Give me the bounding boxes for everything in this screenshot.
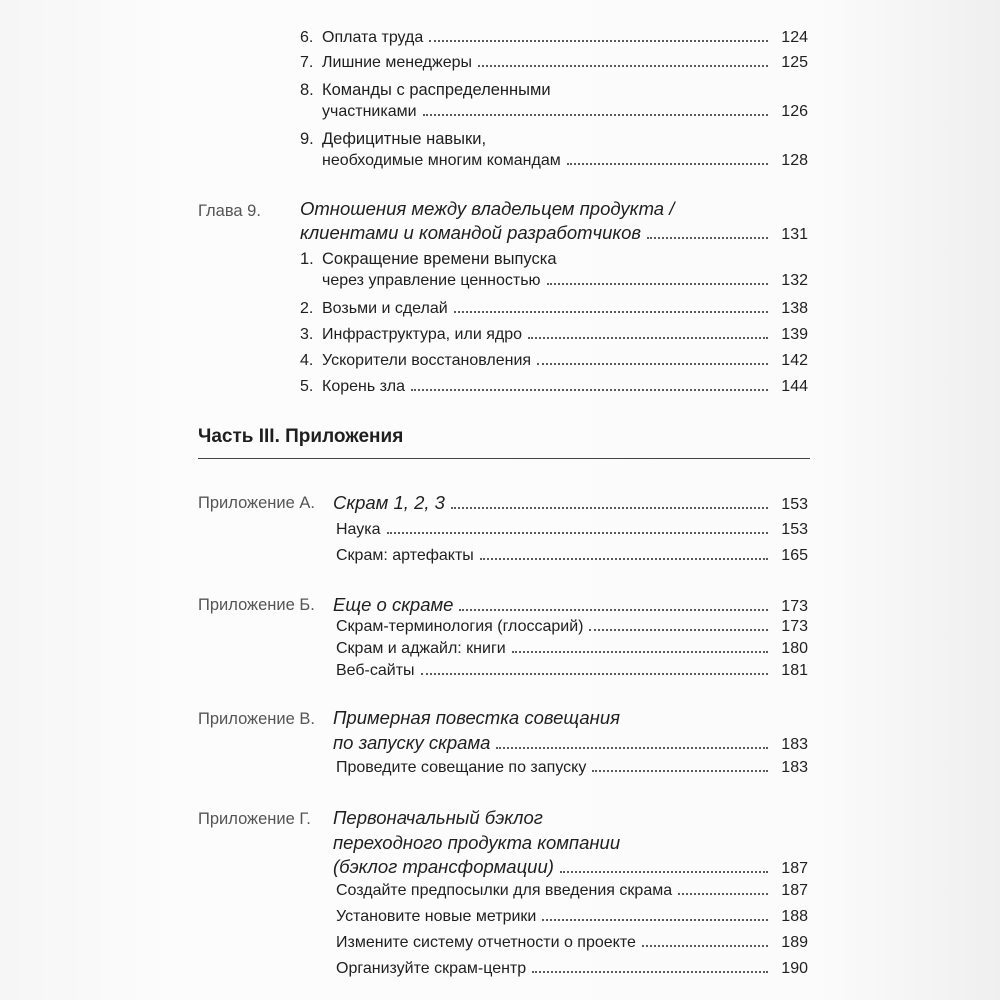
entry-title: Скрам-терминология (глоссарий) <box>336 618 584 635</box>
entry-title: Скрам: артефакты <box>336 547 474 564</box>
page-number: 187 <box>781 860 808 877</box>
appendix-label: Приложение Г. <box>198 810 311 828</box>
page-number: 187 <box>781 882 808 899</box>
entry-title: Проведите совещание по запуску <box>336 759 587 776</box>
toc-entry[interactable] <box>300 54 808 72</box>
leader-dots <box>429 39 768 42</box>
page-number: 190 <box>781 960 808 977</box>
leader-dots <box>478 64 768 67</box>
page-number: 131 <box>781 226 808 243</box>
toc-entry[interactable] <box>336 882 808 900</box>
page-number: 183 <box>781 759 808 776</box>
leader-dots <box>537 362 768 365</box>
page-number: 142 <box>781 352 808 369</box>
toc-entry[interactable] <box>336 908 808 926</box>
leader-dots <box>592 769 768 772</box>
appendix-entry[interactable] <box>333 594 808 616</box>
entry-title: Установите новые метрики <box>336 908 537 925</box>
chapter-entry[interactable] <box>300 222 808 244</box>
leader-dots <box>512 650 768 653</box>
toc-entry[interactable] <box>300 326 808 344</box>
toc-entry[interactable] <box>300 352 808 370</box>
page-number: 188 <box>781 908 808 925</box>
part-title: Часть III. Приложения <box>198 426 404 447</box>
page-number: 144 <box>781 378 808 395</box>
entry-title: Оплата труда <box>322 29 424 46</box>
entry-title-line1: Дефицитные навыки, <box>322 130 487 148</box>
page-number: 153 <box>781 496 808 513</box>
toc-entry[interactable] <box>336 521 808 539</box>
leader-dots <box>567 162 768 165</box>
page-number: 128 <box>781 152 808 169</box>
entry-title: Наука <box>336 521 381 538</box>
toc-entry[interactable] <box>322 272 808 290</box>
chapter-title-line1: Отношения между владельцем продукта / <box>300 198 675 219</box>
appendix-title-line3: (бэклог трансформации) <box>333 856 554 877</box>
part-divider <box>198 458 810 459</box>
entry-title-line1: Сокращение времени выпуска <box>322 250 557 268</box>
page-number: 189 <box>781 934 808 951</box>
leader-dots <box>411 388 768 391</box>
toc-entry[interactable] <box>336 759 808 777</box>
entry-number: 6. <box>300 29 314 46</box>
appendix-entry[interactable] <box>333 856 808 878</box>
page-number: 180 <box>781 640 808 657</box>
entry-title: Измените систему отчетности о проекте <box>336 934 636 951</box>
page-number: 181 <box>781 662 808 679</box>
leader-dots <box>642 944 768 947</box>
entry-title: Лишние менеджеры <box>322 54 473 71</box>
leader-dots <box>528 336 768 339</box>
leader-dots <box>547 282 768 285</box>
appendix-title: Скрам 1, 2, 3 <box>333 492 445 513</box>
chapter-title-line2: клиентами и командой разработчиков <box>300 222 642 243</box>
toc-entry[interactable] <box>300 29 808 47</box>
leader-dots <box>542 918 768 921</box>
leader-dots <box>387 531 768 534</box>
toc-entry-line1 <box>300 249 557 269</box>
page-number: 132 <box>781 272 808 289</box>
appendix-entry[interactable] <box>333 492 808 514</box>
entry-number: 5. <box>300 378 314 395</box>
toc-entry[interactable] <box>336 960 808 978</box>
toc-entry[interactable] <box>336 934 808 952</box>
page-number: 183 <box>781 736 808 753</box>
toc-entry[interactable] <box>336 640 808 658</box>
page-number: 125 <box>781 54 808 71</box>
entry-number: 4. <box>300 352 314 369</box>
page-number: 165 <box>781 547 808 564</box>
toc-entry[interactable] <box>300 300 808 318</box>
entry-title: Организуйте скрам-центр <box>336 960 527 977</box>
entry-title: Возьми и сделай <box>322 300 448 317</box>
entry-title-line1: Команды с распределенными <box>322 81 551 99</box>
leader-dots <box>423 113 768 116</box>
page-number: 173 <box>781 618 808 635</box>
leader-dots <box>480 557 768 560</box>
page-number: 173 <box>781 598 808 615</box>
leader-dots <box>421 672 768 675</box>
toc-entry-line1 <box>300 129 486 149</box>
entry-number: 3. <box>300 326 314 343</box>
leader-dots <box>451 506 768 509</box>
appendix-entry[interactable] <box>333 732 808 754</box>
entry-title: Веб-сайты <box>336 662 415 679</box>
leader-dots <box>647 236 768 239</box>
entry-number: 7. <box>300 54 314 71</box>
entry-number: 8. <box>300 81 314 99</box>
toc-entry[interactable] <box>336 618 808 636</box>
entry-number: 2. <box>300 300 314 317</box>
leader-dots <box>532 970 768 973</box>
appendix-label: Приложение В. <box>198 710 315 728</box>
toc-entry[interactable] <box>336 547 808 565</box>
toc-entry-line1 <box>300 80 551 100</box>
appendix-title-line1: Примерная повестка совещания <box>333 707 621 728</box>
appendix-title-line1: Первоначальный бэклог <box>333 807 543 828</box>
entry-title-line2: участниками <box>322 103 417 120</box>
entry-number: 9. <box>300 130 314 148</box>
appendix-title-line2: переходного продукта компании <box>333 832 621 853</box>
leader-dots <box>496 746 768 749</box>
toc-entry[interactable] <box>322 103 808 121</box>
leader-dots <box>454 310 768 313</box>
page-number: 126 <box>781 103 808 120</box>
chapter-label: Глава 9. <box>198 202 261 220</box>
appendix-label: Приложение Б. <box>198 596 315 614</box>
page-number: 138 <box>781 300 808 317</box>
entry-title: Инфраструктура, или ядро <box>322 326 522 343</box>
leader-dots <box>459 608 768 611</box>
appendix-title-line2: по запуску скрама <box>333 732 491 753</box>
appendix-title: Еще о скраме <box>333 594 454 615</box>
entry-title: Корень зла <box>322 378 406 395</box>
toc-entry[interactable] <box>322 152 808 170</box>
entry-title: Скрам и аджайл: книги <box>336 640 506 657</box>
toc-entry[interactable] <box>336 662 808 680</box>
entry-title-line2: через управление ценностью <box>322 272 541 289</box>
leader-dots <box>560 870 768 873</box>
page-number: 139 <box>781 326 808 343</box>
leader-dots <box>589 628 768 631</box>
page-number: 124 <box>781 29 808 46</box>
toc-entry[interactable] <box>300 378 808 396</box>
entry-title: Создайте предпосылки для введения скрама <box>336 882 673 899</box>
appendix-label: Приложение А. <box>198 494 315 512</box>
entry-title: Ускорители восстановления <box>322 352 532 369</box>
entry-title-line2: необходимые многим командам <box>322 152 561 169</box>
entry-number: 1. <box>300 250 314 268</box>
page-number: 153 <box>781 521 808 538</box>
leader-dots <box>678 892 768 895</box>
